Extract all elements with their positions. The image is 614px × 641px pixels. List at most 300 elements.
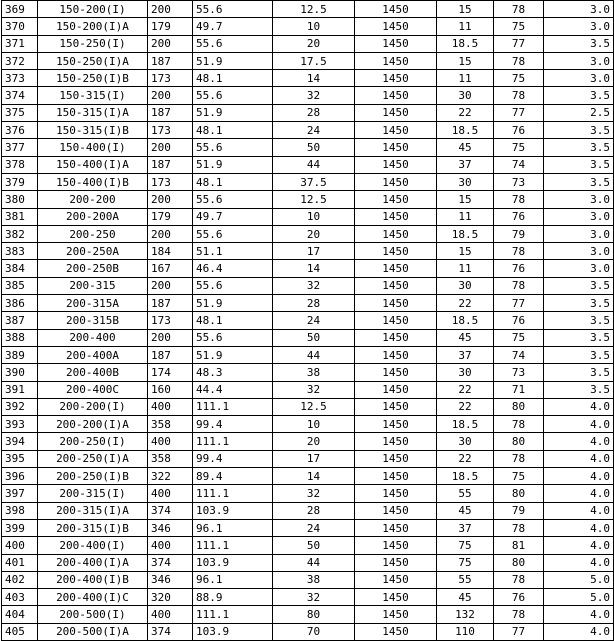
speed-cell: 1450 [355, 606, 437, 623]
npsh-cell: 4.0 [544, 450, 614, 467]
flow-m3h-cell: 374 [148, 623, 193, 640]
efficiency-cell: 81 [494, 537, 544, 554]
row-number-cell: 371 [2, 35, 38, 52]
model-cell: 200-315B [38, 312, 148, 329]
model-cell: 200-250(I) [38, 433, 148, 450]
power-cell: 45 [437, 589, 494, 606]
table-row [2, 122, 614, 139]
model-cell: 200-250A [38, 243, 148, 260]
efficiency-cell: 80 [494, 433, 544, 450]
power-cell: 30 [437, 277, 494, 294]
power-cell: 18.5 [437, 225, 494, 242]
head-cell: 37.5 [273, 173, 355, 190]
row-number-cell: 394 [2, 433, 38, 450]
table-row [2, 381, 614, 398]
npsh-cell: 4.0 [544, 416, 614, 433]
table-row [2, 485, 614, 502]
npsh-cell: 3.5 [544, 312, 614, 329]
npsh-cell: 3.5 [544, 346, 614, 363]
model-cell: 200-400(I) [38, 537, 148, 554]
table-row [2, 468, 614, 485]
model-cell: 200-400B [38, 364, 148, 381]
model-cell: 150-250(I) [38, 35, 148, 52]
head-cell: 38 [273, 364, 355, 381]
npsh-cell: 4.0 [544, 468, 614, 485]
flow-ls-cell: 111.1 [193, 606, 273, 623]
flow-ls-cell: 46.4 [193, 260, 273, 277]
speed-cell: 1450 [355, 104, 437, 121]
row-number-cell: 395 [2, 450, 38, 467]
table-row [2, 208, 614, 225]
npsh-cell: 3.5 [544, 122, 614, 139]
flow-m3h-cell: 187 [148, 156, 193, 173]
npsh-cell: 4.0 [544, 502, 614, 519]
npsh-cell: 4.0 [544, 433, 614, 450]
npsh-cell: 3.5 [544, 156, 614, 173]
speed-cell: 1450 [355, 468, 437, 485]
power-cell: 15 [437, 52, 494, 69]
head-cell: 32 [273, 87, 355, 104]
row-number-cell: 384 [2, 260, 38, 277]
flow-m3h-cell: 400 [148, 485, 193, 502]
efficiency-cell: 78 [494, 87, 544, 104]
flow-m3h-cell: 200 [148, 277, 193, 294]
row-number-cell: 370 [2, 18, 38, 35]
head-cell: 17 [273, 243, 355, 260]
flow-m3h-cell: 200 [148, 139, 193, 156]
speed-cell: 1450 [355, 122, 437, 139]
efficiency-cell: 71 [494, 381, 544, 398]
power-cell: 55 [437, 571, 494, 588]
pump-spec-table [1, 0, 614, 641]
flow-m3h-cell: 184 [148, 243, 193, 260]
table-body [2, 1, 614, 641]
flow-m3h-cell: 200 [148, 225, 193, 242]
efficiency-cell: 73 [494, 364, 544, 381]
flow-ls-cell: 51.9 [193, 104, 273, 121]
efficiency-cell: 78 [494, 277, 544, 294]
efficiency-cell: 75 [494, 18, 544, 35]
row-number-cell: 382 [2, 225, 38, 242]
flow-ls-cell: 55.6 [193, 1, 273, 18]
efficiency-cell: 78 [494, 52, 544, 69]
model-cell: 200-400C [38, 381, 148, 398]
efficiency-cell: 76 [494, 260, 544, 277]
table-row [2, 589, 614, 606]
speed-cell: 1450 [355, 398, 437, 415]
npsh-cell: 3.5 [544, 277, 614, 294]
flow-m3h-cell: 322 [148, 468, 193, 485]
model-cell: 200-500(I) [38, 606, 148, 623]
speed-cell: 1450 [355, 295, 437, 312]
flow-m3h-cell: 358 [148, 450, 193, 467]
row-number-cell: 388 [2, 329, 38, 346]
power-cell: 11 [437, 260, 494, 277]
head-cell: 14 [273, 70, 355, 87]
npsh-cell: 3.0 [544, 208, 614, 225]
table-row [2, 243, 614, 260]
flow-ls-cell: 96.1 [193, 519, 273, 536]
row-number-cell: 396 [2, 468, 38, 485]
speed-cell: 1450 [355, 364, 437, 381]
efficiency-cell: 80 [494, 554, 544, 571]
flow-m3h-cell: 374 [148, 554, 193, 571]
speed-cell: 1450 [355, 87, 437, 104]
flow-m3h-cell: 346 [148, 571, 193, 588]
flow-m3h-cell: 320 [148, 589, 193, 606]
efficiency-cell: 75 [494, 329, 544, 346]
model-cell: 200-200(I) [38, 398, 148, 415]
power-cell: 18.5 [437, 468, 494, 485]
flow-ls-cell: 44.4 [193, 381, 273, 398]
speed-cell: 1450 [355, 52, 437, 69]
model-cell: 200-250 [38, 225, 148, 242]
flow-m3h-cell: 200 [148, 191, 193, 208]
head-cell: 20 [273, 225, 355, 242]
flow-m3h-cell: 167 [148, 260, 193, 277]
head-cell: 28 [273, 295, 355, 312]
table-row [2, 191, 614, 208]
flow-ls-cell: 48.3 [193, 364, 273, 381]
flow-ls-cell: 111.1 [193, 398, 273, 415]
row-number-cell: 380 [2, 191, 38, 208]
flow-ls-cell: 48.1 [193, 122, 273, 139]
speed-cell: 1450 [355, 623, 437, 640]
model-cell: 200-200A [38, 208, 148, 225]
table-row [2, 295, 614, 312]
row-number-cell: 374 [2, 87, 38, 104]
model-cell: 150-250(I)B [38, 70, 148, 87]
head-cell: 10 [273, 416, 355, 433]
npsh-cell: 4.0 [544, 623, 614, 640]
efficiency-cell: 77 [494, 295, 544, 312]
row-number-cell: 381 [2, 208, 38, 225]
speed-cell: 1450 [355, 312, 437, 329]
efficiency-cell: 78 [494, 606, 544, 623]
efficiency-cell: 80 [494, 485, 544, 502]
row-number-cell: 400 [2, 537, 38, 554]
flow-m3h-cell: 400 [148, 606, 193, 623]
efficiency-cell: 77 [494, 35, 544, 52]
row-number-cell: 403 [2, 589, 38, 606]
head-cell: 14 [273, 468, 355, 485]
speed-cell: 1450 [355, 277, 437, 294]
efficiency-cell: 78 [494, 450, 544, 467]
speed-cell: 1450 [355, 173, 437, 190]
model-cell: 200-315(I)B [38, 519, 148, 536]
head-cell: 12.5 [273, 1, 355, 18]
table-row [2, 260, 614, 277]
efficiency-cell: 77 [494, 623, 544, 640]
power-cell: 45 [437, 329, 494, 346]
model-cell: 150-315(I)A [38, 104, 148, 121]
power-cell: 11 [437, 18, 494, 35]
model-cell: 200-250(I)A [38, 450, 148, 467]
flow-m3h-cell: 179 [148, 208, 193, 225]
row-number-cell: 376 [2, 122, 38, 139]
power-cell: 75 [437, 537, 494, 554]
power-cell: 22 [437, 381, 494, 398]
speed-cell: 1450 [355, 485, 437, 502]
efficiency-cell: 78 [494, 1, 544, 18]
row-number-cell: 378 [2, 156, 38, 173]
table-row [2, 87, 614, 104]
head-cell: 50 [273, 329, 355, 346]
head-cell: 17 [273, 450, 355, 467]
row-number-cell: 379 [2, 173, 38, 190]
flow-ls-cell: 55.6 [193, 139, 273, 156]
efficiency-cell: 75 [494, 468, 544, 485]
npsh-cell: 3.0 [544, 243, 614, 260]
head-cell: 24 [273, 122, 355, 139]
npsh-cell: 3.5 [544, 329, 614, 346]
row-number-cell: 383 [2, 243, 38, 260]
speed-cell: 1450 [355, 208, 437, 225]
table-row [2, 156, 614, 173]
efficiency-cell: 77 [494, 104, 544, 121]
flow-ls-cell: 89.4 [193, 468, 273, 485]
flow-m3h-cell: 200 [148, 35, 193, 52]
table-row [2, 70, 614, 87]
row-number-cell: 405 [2, 623, 38, 640]
model-cell: 200-400(I)B [38, 571, 148, 588]
flow-ls-cell: 99.4 [193, 416, 273, 433]
head-cell: 12.5 [273, 398, 355, 415]
table-row [2, 606, 614, 623]
head-cell: 32 [273, 381, 355, 398]
npsh-cell: 3.0 [544, 52, 614, 69]
efficiency-cell: 80 [494, 398, 544, 415]
table-row [2, 35, 614, 52]
flow-ls-cell: 111.1 [193, 485, 273, 502]
flow-ls-cell: 55.6 [193, 225, 273, 242]
flow-ls-cell: 99.4 [193, 450, 273, 467]
efficiency-cell: 74 [494, 156, 544, 173]
power-cell: 15 [437, 1, 494, 18]
model-cell: 200-500(I)A [38, 623, 148, 640]
power-cell: 37 [437, 346, 494, 363]
flow-ls-cell: 51.9 [193, 156, 273, 173]
flow-ls-cell: 49.7 [193, 18, 273, 35]
power-cell: 30 [437, 87, 494, 104]
table-row [2, 450, 614, 467]
table-row [2, 433, 614, 450]
model-cell: 200-315A [38, 295, 148, 312]
row-number-cell: 390 [2, 364, 38, 381]
model-cell: 200-400(I)A [38, 554, 148, 571]
efficiency-cell: 75 [494, 70, 544, 87]
table-row [2, 537, 614, 554]
speed-cell: 1450 [355, 139, 437, 156]
row-number-cell: 389 [2, 346, 38, 363]
model-cell: 200-315(I) [38, 485, 148, 502]
table-row [2, 623, 614, 640]
npsh-cell: 3.5 [544, 87, 614, 104]
speed-cell: 1450 [355, 243, 437, 260]
npsh-cell: 3.0 [544, 18, 614, 35]
speed-cell: 1450 [355, 156, 437, 173]
head-cell: 32 [273, 485, 355, 502]
flow-m3h-cell: 160 [148, 381, 193, 398]
flow-ls-cell: 49.7 [193, 208, 273, 225]
speed-cell: 1450 [355, 502, 437, 519]
speed-cell: 1450 [355, 260, 437, 277]
model-cell: 200-315 [38, 277, 148, 294]
table-row [2, 104, 614, 121]
table-row [2, 364, 614, 381]
table-row [2, 416, 614, 433]
power-cell: 15 [437, 191, 494, 208]
flow-ls-cell: 51.1 [193, 243, 273, 260]
head-cell: 20 [273, 35, 355, 52]
speed-cell: 1450 [355, 225, 437, 242]
head-cell: 70 [273, 623, 355, 640]
flow-m3h-cell: 400 [148, 398, 193, 415]
head-cell: 32 [273, 589, 355, 606]
speed-cell: 1450 [355, 346, 437, 363]
speed-cell: 1450 [355, 70, 437, 87]
table-row [2, 398, 614, 415]
head-cell: 24 [273, 519, 355, 536]
power-cell: 15 [437, 243, 494, 260]
efficiency-cell: 78 [494, 191, 544, 208]
efficiency-cell: 76 [494, 208, 544, 225]
flow-m3h-cell: 358 [148, 416, 193, 433]
head-cell: 50 [273, 537, 355, 554]
table-row [2, 312, 614, 329]
npsh-cell: 2.5 [544, 104, 614, 121]
speed-cell: 1450 [355, 381, 437, 398]
npsh-cell: 4.0 [544, 398, 614, 415]
head-cell: 44 [273, 346, 355, 363]
npsh-cell: 4.0 [544, 606, 614, 623]
flow-m3h-cell: 179 [148, 18, 193, 35]
row-number-cell: 397 [2, 485, 38, 502]
row-number-cell: 372 [2, 52, 38, 69]
flow-ls-cell: 55.6 [193, 87, 273, 104]
row-number-cell: 392 [2, 398, 38, 415]
npsh-cell: 3.5 [544, 173, 614, 190]
model-cell: 150-400(I) [38, 139, 148, 156]
row-number-cell: 393 [2, 416, 38, 433]
flow-m3h-cell: 187 [148, 346, 193, 363]
power-cell: 18.5 [437, 122, 494, 139]
power-cell: 55 [437, 485, 494, 502]
flow-m3h-cell: 173 [148, 173, 193, 190]
power-cell: 45 [437, 502, 494, 519]
flow-m3h-cell: 346 [148, 519, 193, 536]
head-cell: 44 [273, 156, 355, 173]
power-cell: 22 [437, 295, 494, 312]
power-cell: 110 [437, 623, 494, 640]
row-number-cell: 375 [2, 104, 38, 121]
flow-m3h-cell: 200 [148, 87, 193, 104]
speed-cell: 1450 [355, 433, 437, 450]
speed-cell: 1450 [355, 519, 437, 536]
model-cell: 200-315(I)A [38, 502, 148, 519]
model-cell: 200-200 [38, 191, 148, 208]
flow-m3h-cell: 173 [148, 70, 193, 87]
npsh-cell: 3.5 [544, 35, 614, 52]
flow-ls-cell: 48.1 [193, 70, 273, 87]
speed-cell: 1450 [355, 18, 437, 35]
npsh-cell: 3.0 [544, 260, 614, 277]
model-cell: 150-315(I)B [38, 122, 148, 139]
model-cell: 200-200(I)A [38, 416, 148, 433]
power-cell: 132 [437, 606, 494, 623]
head-cell: 50 [273, 139, 355, 156]
flow-ls-cell: 51.9 [193, 346, 273, 363]
table-row [2, 277, 614, 294]
efficiency-cell: 73 [494, 173, 544, 190]
table-row [2, 225, 614, 242]
table-row [2, 571, 614, 588]
power-cell: 37 [437, 156, 494, 173]
table-row [2, 554, 614, 571]
npsh-cell: 4.0 [544, 537, 614, 554]
efficiency-cell: 76 [494, 589, 544, 606]
flow-m3h-cell: 400 [148, 537, 193, 554]
flow-m3h-cell: 173 [148, 312, 193, 329]
table-row [2, 346, 614, 363]
head-cell: 28 [273, 104, 355, 121]
model-cell: 200-250B [38, 260, 148, 277]
flow-ls-cell: 51.9 [193, 52, 273, 69]
flow-ls-cell: 88.9 [193, 589, 273, 606]
speed-cell: 1450 [355, 450, 437, 467]
flow-m3h-cell: 173 [148, 122, 193, 139]
flow-ls-cell: 48.1 [193, 173, 273, 190]
power-cell: 22 [437, 104, 494, 121]
efficiency-cell: 76 [494, 122, 544, 139]
flow-m3h-cell: 400 [148, 433, 193, 450]
power-cell: 37 [437, 519, 494, 536]
head-cell: 38 [273, 571, 355, 588]
row-number-cell: 398 [2, 502, 38, 519]
efficiency-cell: 78 [494, 519, 544, 536]
head-cell: 44 [273, 554, 355, 571]
power-cell: 18.5 [437, 312, 494, 329]
speed-cell: 1450 [355, 554, 437, 571]
model-cell: 200-400 [38, 329, 148, 346]
table-row [2, 173, 614, 190]
table-row [2, 1, 614, 18]
table-row [2, 52, 614, 69]
row-number-cell: 373 [2, 70, 38, 87]
npsh-cell: 4.0 [544, 485, 614, 502]
power-cell: 11 [437, 70, 494, 87]
head-cell: 10 [273, 208, 355, 225]
power-cell: 18.5 [437, 35, 494, 52]
flow-ls-cell: 55.6 [193, 329, 273, 346]
head-cell: 17.5 [273, 52, 355, 69]
flow-ls-cell: 48.1 [193, 312, 273, 329]
speed-cell: 1450 [355, 191, 437, 208]
npsh-cell: 3.0 [544, 1, 614, 18]
speed-cell: 1450 [355, 589, 437, 606]
flow-m3h-cell: 187 [148, 104, 193, 121]
model-cell: 150-250(I)A [38, 52, 148, 69]
npsh-cell: 3.0 [544, 191, 614, 208]
head-cell: 14 [273, 260, 355, 277]
efficiency-cell: 74 [494, 346, 544, 363]
head-cell: 80 [273, 606, 355, 623]
model-cell: 150-400(I)A [38, 156, 148, 173]
row-number-cell: 385 [2, 277, 38, 294]
npsh-cell: 3.0 [544, 225, 614, 242]
flow-ls-cell: 55.6 [193, 191, 273, 208]
power-cell: 45 [437, 139, 494, 156]
